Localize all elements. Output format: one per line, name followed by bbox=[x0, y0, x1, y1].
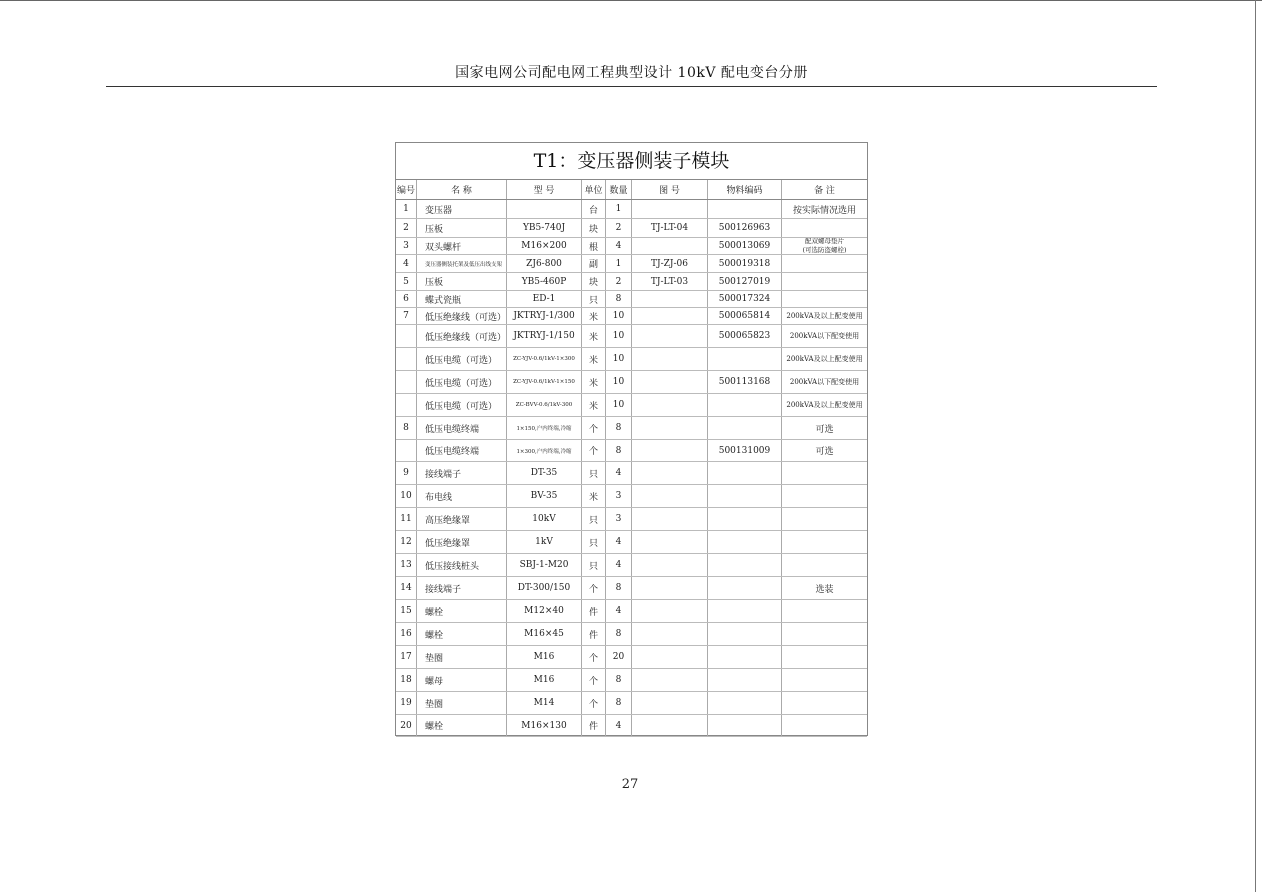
row-number: 14 bbox=[396, 577, 417, 599]
row-unit: 个 bbox=[582, 440, 606, 461]
row-remark bbox=[782, 715, 867, 736]
row-drawing bbox=[632, 417, 708, 439]
row-material-code: 500065823 bbox=[708, 325, 782, 347]
column-header-drawing: 图 号 bbox=[632, 180, 708, 199]
row-material-code bbox=[708, 485, 782, 507]
row-drawing bbox=[632, 646, 708, 668]
page-frame-right bbox=[1255, 0, 1256, 892]
row-name: 低压电缆（可选） bbox=[417, 348, 507, 370]
row-number: 3 bbox=[396, 238, 417, 254]
row-material-code bbox=[708, 394, 782, 416]
row-drawing bbox=[632, 715, 708, 736]
row-material-code bbox=[708, 692, 782, 714]
table-row bbox=[396, 440, 867, 462]
row-drawing bbox=[632, 200, 708, 218]
table-row bbox=[396, 238, 867, 255]
column-header-material-code: 物料编码 bbox=[708, 180, 782, 199]
row-drawing bbox=[632, 394, 708, 416]
column-header-number: 编号 bbox=[396, 180, 417, 199]
column-header-model: 型 号 bbox=[507, 180, 582, 199]
row-material-code bbox=[708, 646, 782, 668]
row-model: BV-35 bbox=[507, 485, 582, 507]
row-number: 2 bbox=[396, 219, 417, 237]
row-unit: 根 bbox=[582, 238, 606, 254]
row-quantity: 10 bbox=[606, 325, 632, 347]
row-drawing bbox=[632, 462, 708, 484]
row-number: 13 bbox=[396, 554, 417, 576]
row-name: 高压绝缘罩 bbox=[417, 508, 507, 530]
row-model: M12×40 bbox=[507, 600, 582, 622]
column-header-name: 名 称 bbox=[417, 180, 507, 199]
row-drawing bbox=[632, 669, 708, 691]
row-quantity: 3 bbox=[606, 485, 632, 507]
row-remark bbox=[782, 692, 867, 714]
row-remark: 可选 bbox=[815, 447, 834, 457]
row-model: 1kV bbox=[507, 531, 582, 553]
row-unit: 只 bbox=[582, 554, 606, 576]
row-material-code: 500017324 bbox=[708, 291, 782, 307]
row-remark-line: 配双螺母垫片 bbox=[805, 238, 844, 245]
table-row bbox=[396, 692, 867, 715]
row-unit: 米 bbox=[582, 371, 606, 393]
row-quantity: 4 bbox=[606, 462, 632, 484]
column-header-remark: 备 注 bbox=[814, 186, 835, 196]
row-material-code bbox=[708, 348, 782, 370]
row-model: 1×150,户内终端,冷缩 bbox=[507, 417, 582, 439]
row-material-code: 500127019 bbox=[708, 273, 782, 290]
table-title: T1：变压器侧装子模块 bbox=[396, 143, 867, 180]
row-drawing bbox=[632, 308, 708, 324]
row-quantity: 2 bbox=[606, 219, 632, 237]
row-remark bbox=[782, 291, 867, 307]
row-quantity: 8 bbox=[606, 440, 632, 461]
row-number: 6 bbox=[396, 291, 417, 307]
row-model: YB5-740J bbox=[507, 219, 582, 237]
page-header-title: 国家电网公司配电网工程典型设计 10kV 配电变台分册 bbox=[455, 65, 808, 81]
row-material-code bbox=[708, 462, 782, 484]
row-number bbox=[396, 325, 417, 347]
table-row bbox=[396, 462, 867, 485]
row-material-code: 500126963 bbox=[708, 219, 782, 237]
row-name: 螺栓 bbox=[417, 623, 507, 645]
row-remark bbox=[782, 646, 867, 668]
row-name: 低压绝缘线（可选） bbox=[417, 325, 507, 347]
row-quantity: 1 bbox=[606, 200, 632, 218]
row-material-code: 500113168 bbox=[708, 371, 782, 393]
row-model: M14 bbox=[507, 692, 582, 714]
row-drawing bbox=[632, 238, 708, 254]
column-header-quantity: 数量 bbox=[606, 180, 632, 199]
row-material-code bbox=[708, 508, 782, 530]
row-number bbox=[396, 394, 417, 416]
row-material-code: 500019318 bbox=[708, 255, 782, 272]
row-drawing bbox=[632, 600, 708, 622]
row-drawing bbox=[632, 291, 708, 307]
table-row bbox=[396, 669, 867, 692]
materials-table bbox=[395, 142, 868, 736]
row-unit: 米 bbox=[582, 394, 606, 416]
row-model: M16×45 bbox=[507, 623, 582, 645]
table-header-row bbox=[396, 180, 867, 200]
row-remark bbox=[782, 273, 867, 290]
row-unit: 副 bbox=[582, 255, 606, 272]
row-remark: 200kVA及以上配变使用 bbox=[786, 355, 863, 363]
row-remark bbox=[782, 238, 867, 254]
row-drawing bbox=[632, 623, 708, 645]
row-name: 布电线 bbox=[417, 485, 507, 507]
row-drawing bbox=[632, 508, 708, 530]
row-model: 10kV bbox=[507, 508, 582, 530]
row-name: 低压绝缘线（可选） bbox=[417, 308, 507, 324]
row-material-code bbox=[708, 669, 782, 691]
row-model: JKTRYJ-1/300 bbox=[507, 308, 582, 324]
row-model: ZJ6-800 bbox=[507, 255, 582, 272]
row-material-code bbox=[708, 554, 782, 576]
row-quantity: 4 bbox=[606, 531, 632, 553]
row-remark bbox=[782, 462, 867, 484]
row-drawing bbox=[632, 692, 708, 714]
page-number: 27 bbox=[621, 777, 639, 792]
row-remark bbox=[782, 255, 867, 272]
table-row bbox=[396, 219, 867, 238]
row-name: 低压接线桩头 bbox=[417, 554, 507, 576]
row-model: YB5-460P bbox=[507, 273, 582, 290]
row-model: DT-35 bbox=[507, 462, 582, 484]
row-drawing bbox=[632, 325, 708, 347]
row-unit: 个 bbox=[582, 692, 606, 714]
table-row bbox=[396, 623, 867, 646]
row-unit: 米 bbox=[582, 485, 606, 507]
row-number: 11 bbox=[396, 508, 417, 530]
row-model: JKTRYJ-1/150 bbox=[507, 325, 582, 347]
row-model: ED-1 bbox=[507, 291, 582, 307]
row-unit: 只 bbox=[582, 291, 606, 307]
table-row bbox=[396, 485, 867, 508]
row-material-code bbox=[708, 623, 782, 645]
row-number: 18 bbox=[396, 669, 417, 691]
row-remark bbox=[782, 623, 867, 645]
row-number: 15 bbox=[396, 600, 417, 622]
row-drawing bbox=[632, 348, 708, 370]
row-material-code: 500013069 bbox=[708, 238, 782, 254]
row-name: 螺栓 bbox=[417, 715, 507, 736]
row-name: 蝶式瓷瓶 bbox=[417, 291, 507, 307]
row-remark bbox=[782, 554, 867, 576]
table-row bbox=[396, 291, 867, 308]
row-name: 双头螺杆 bbox=[417, 238, 507, 254]
row-unit: 个 bbox=[582, 646, 606, 668]
row-quantity: 10 bbox=[606, 371, 632, 393]
row-number: 5 bbox=[396, 273, 417, 290]
row-unit: 只 bbox=[582, 508, 606, 530]
row-quantity: 10 bbox=[606, 308, 632, 324]
row-quantity: 4 bbox=[606, 715, 632, 736]
row-material-code bbox=[708, 577, 782, 599]
row-remark bbox=[782, 485, 867, 507]
row-model: M16×200 bbox=[507, 238, 582, 254]
row-quantity: 10 bbox=[606, 394, 632, 416]
row-quantity: 4 bbox=[606, 554, 632, 576]
row-drawing bbox=[632, 577, 708, 599]
row-quantity: 8 bbox=[606, 669, 632, 691]
row-number bbox=[396, 371, 417, 393]
table-row bbox=[396, 577, 867, 600]
row-name: 低压电缆终端 bbox=[417, 417, 507, 439]
table-row bbox=[396, 394, 867, 417]
row-remark: 可选 bbox=[815, 424, 834, 435]
table-row bbox=[396, 200, 867, 219]
row-name: 接线端子 bbox=[417, 462, 507, 484]
row-unit: 只 bbox=[582, 531, 606, 553]
row-remark: 按实际情况选用 bbox=[792, 205, 856, 216]
row-name: 低压电缆（可选） bbox=[417, 394, 507, 416]
row-number bbox=[396, 348, 417, 370]
row-name: 压板 bbox=[417, 273, 507, 290]
row-quantity: 8 bbox=[606, 577, 632, 599]
row-drawing bbox=[632, 485, 708, 507]
table-row bbox=[396, 371, 867, 394]
row-model: 1×300,户内终端,冷缩 bbox=[507, 440, 582, 461]
column-header-unit: 单位 bbox=[582, 180, 606, 199]
row-quantity: 20 bbox=[606, 646, 632, 668]
row-unit: 只 bbox=[582, 462, 606, 484]
row-quantity: 4 bbox=[606, 600, 632, 622]
row-drawing: TJ-LT-03 bbox=[632, 273, 708, 290]
row-name: 变压器侧装托架及低压出线支架 bbox=[417, 255, 507, 272]
row-material-code: 500131009 bbox=[708, 440, 782, 461]
row-name: 螺母 bbox=[417, 669, 507, 691]
row-name: 垫圈 bbox=[417, 692, 507, 714]
row-quantity: 8 bbox=[606, 291, 632, 307]
table-row bbox=[396, 273, 867, 291]
row-model: ZC-YJV-0.6/1kV-1×150 bbox=[507, 371, 582, 393]
row-unit: 个 bbox=[582, 669, 606, 691]
row-model bbox=[507, 200, 582, 218]
row-drawing: TJ-ZJ-06 bbox=[632, 255, 708, 272]
row-number: 7 bbox=[396, 308, 417, 324]
row-remark: 200kVA以下配变使用 bbox=[789, 378, 860, 386]
row-number bbox=[396, 440, 417, 461]
row-name: 压板 bbox=[417, 219, 507, 237]
row-quantity: 8 bbox=[606, 417, 632, 439]
row-model: ZC-BVV-0.6/1kV-300 bbox=[507, 394, 582, 416]
table-row bbox=[396, 646, 867, 669]
table-row bbox=[396, 308, 867, 325]
row-material-code bbox=[708, 200, 782, 218]
row-material-code bbox=[708, 531, 782, 553]
row-remark: 选装 bbox=[815, 584, 834, 595]
row-model: DT-300/150 bbox=[507, 577, 582, 599]
row-quantity: 8 bbox=[606, 623, 632, 645]
table-row bbox=[396, 531, 867, 554]
row-name: 垫圈 bbox=[417, 646, 507, 668]
row-remark-line: (可选防盗螺栓) bbox=[802, 246, 847, 254]
row-drawing: TJ-LT-04 bbox=[632, 219, 708, 237]
row-number: 12 bbox=[396, 531, 417, 553]
row-number: 20 bbox=[396, 715, 417, 736]
row-unit: 米 bbox=[582, 325, 606, 347]
row-model: M16 bbox=[507, 646, 582, 668]
row-unit: 块 bbox=[582, 219, 606, 237]
table-row bbox=[396, 348, 867, 371]
row-remark bbox=[782, 219, 867, 237]
header-rule bbox=[106, 86, 1157, 87]
row-unit: 件 bbox=[582, 715, 606, 736]
row-remark bbox=[782, 508, 867, 530]
row-material-code bbox=[708, 600, 782, 622]
row-quantity: 10 bbox=[606, 348, 632, 370]
row-material-code: 500065814 bbox=[708, 308, 782, 324]
row-name: 低压电缆（可选） bbox=[417, 371, 507, 393]
table-row bbox=[396, 715, 867, 737]
row-number: 8 bbox=[396, 417, 417, 439]
row-drawing bbox=[632, 440, 708, 461]
row-quantity: 8 bbox=[606, 692, 632, 714]
row-quantity: 3 bbox=[606, 508, 632, 530]
table-row bbox=[396, 255, 867, 273]
row-name: 接线端子 bbox=[417, 577, 507, 599]
row-model: M16 bbox=[507, 669, 582, 691]
row-model: M16×130 bbox=[507, 715, 582, 736]
row-unit: 米 bbox=[582, 308, 606, 324]
row-remark bbox=[782, 531, 867, 553]
row-unit: 台 bbox=[582, 200, 606, 218]
row-drawing bbox=[632, 371, 708, 393]
row-remark: 200kVA以下配变使用 bbox=[789, 332, 860, 340]
row-unit: 米 bbox=[582, 348, 606, 370]
row-unit: 件 bbox=[582, 600, 606, 622]
row-quantity: 2 bbox=[606, 273, 632, 290]
row-number: 10 bbox=[396, 485, 417, 507]
row-number: 4 bbox=[396, 255, 417, 272]
page-frame-top bbox=[0, 0, 1262, 1]
table-row bbox=[396, 554, 867, 577]
row-name: 低压绝缘罩 bbox=[417, 531, 507, 553]
row-unit: 块 bbox=[582, 273, 606, 290]
row-number: 1 bbox=[396, 200, 417, 218]
row-material-code bbox=[708, 417, 782, 439]
row-name: 螺栓 bbox=[417, 600, 507, 622]
row-unit: 个 bbox=[582, 577, 606, 599]
row-remark bbox=[782, 669, 867, 691]
row-material-code bbox=[708, 715, 782, 736]
table-row bbox=[396, 417, 867, 440]
row-unit: 件 bbox=[582, 623, 606, 645]
table-row bbox=[396, 508, 867, 531]
row-model: SBJ-1-M20 bbox=[507, 554, 582, 576]
row-drawing bbox=[632, 554, 708, 576]
row-number: 19 bbox=[396, 692, 417, 714]
row-number: 9 bbox=[396, 462, 417, 484]
table-row bbox=[396, 325, 867, 348]
row-name: 变压器 bbox=[417, 200, 507, 218]
row-remark bbox=[782, 600, 867, 622]
row-number: 16 bbox=[396, 623, 417, 645]
row-unit: 个 bbox=[582, 417, 606, 439]
row-model: ZC-YJV-0.6/1kV-1×300 bbox=[507, 348, 582, 370]
row-quantity: 4 bbox=[606, 238, 632, 254]
row-number: 17 bbox=[396, 646, 417, 668]
row-remark: 200kVA及以上配变使用 bbox=[786, 312, 863, 320]
row-remark: 200kVA及以上配变使用 bbox=[786, 401, 863, 409]
row-drawing bbox=[632, 531, 708, 553]
table-row bbox=[396, 600, 867, 623]
row-name: 低压电缆终端 bbox=[417, 440, 507, 461]
row-quantity: 1 bbox=[606, 255, 632, 272]
